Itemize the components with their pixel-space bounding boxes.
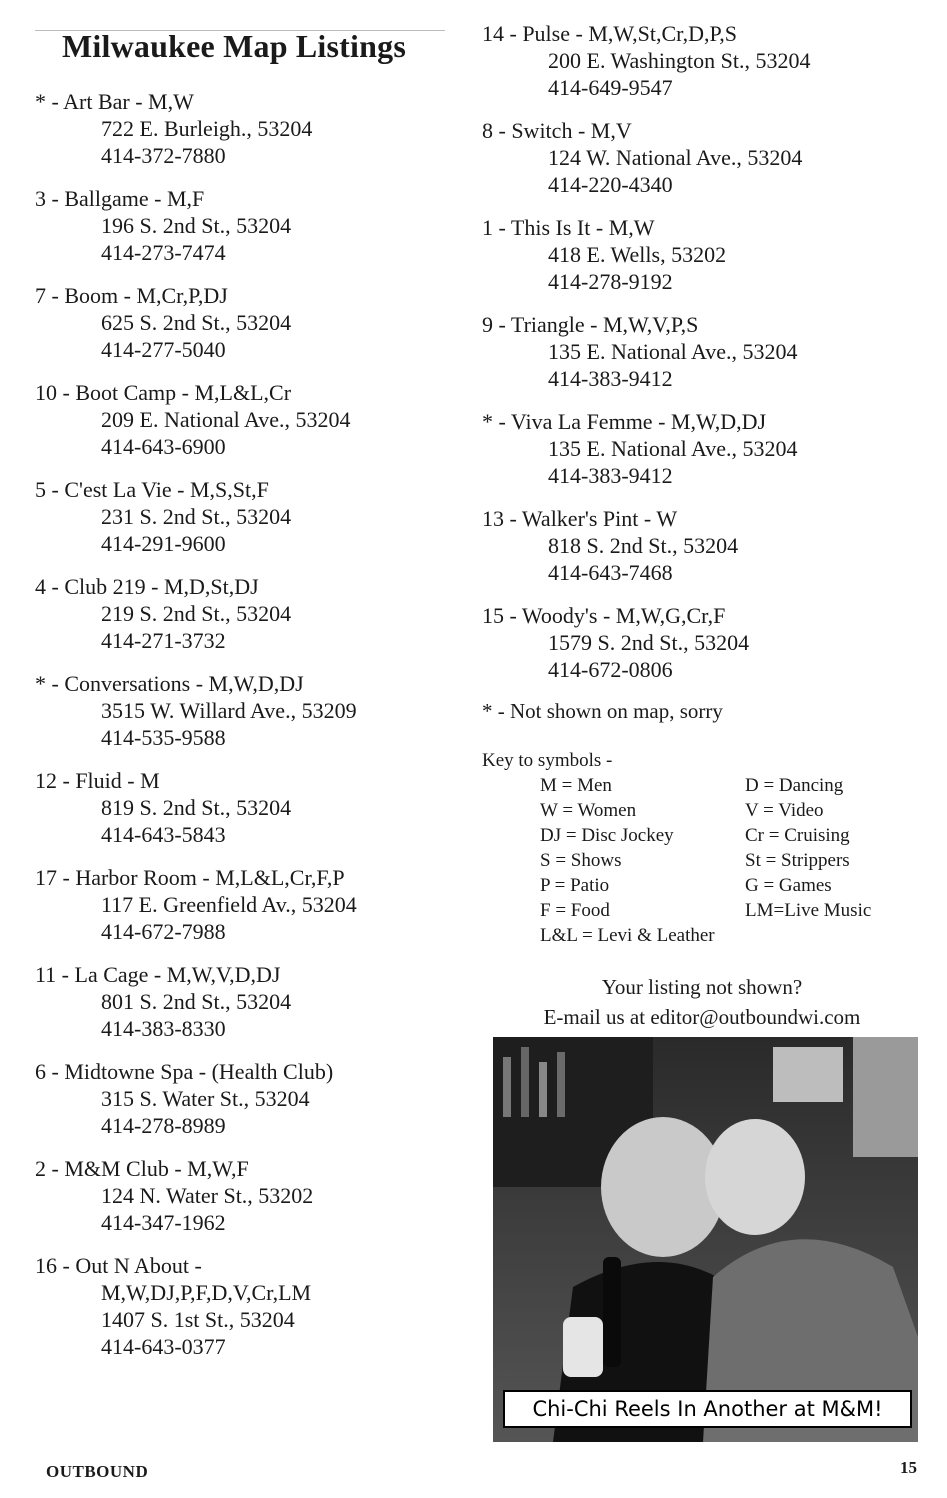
listing-art-bar — [35, 88, 455, 169]
listing-mm-club — [35, 1155, 455, 1236]
listing-boot-camp — [35, 379, 455, 460]
listing-head: 1 - This Is It - M,W — [482, 215, 655, 240]
footer-page-number: 15 — [900, 1458, 917, 1477]
page-title: Milwaukee Map Listings — [62, 28, 406, 64]
listing-phone: 414-277-5040 — [101, 337, 226, 362]
listing-address: 315 S. Water St., 53204 — [101, 1086, 310, 1111]
listing-head: * - Viva La Femme - M,W,D,DJ — [482, 409, 767, 434]
listing-head: 2 - M&M Club - M,W,F — [35, 1156, 249, 1181]
listing-head: 7 - Boom - M,Cr,P,DJ — [35, 283, 228, 308]
listing-address: 418 E. Wells, 53202 — [548, 242, 727, 267]
listing-address: 1579 S. 2nd St., 53204 — [548, 630, 750, 655]
listing-address: 818 S. 2nd St., 53204 — [548, 533, 739, 558]
listing-this-is-it — [482, 214, 922, 295]
listing-head: 5 - C'est La Vie - M,S,St,F — [35, 477, 269, 502]
right-column — [482, 20, 922, 1032]
cta-email[interactable]: E-mail us at editor@outboundwi.com — [543, 1005, 861, 1029]
listing-phone: 414-220-4340 — [548, 172, 673, 197]
listing-head: * - Conversations - M,W,D,DJ — [35, 671, 304, 696]
key-item: P = Patio — [540, 875, 610, 896]
listing-phone: 414-273-7474 — [101, 240, 226, 265]
listing-la-cage — [35, 961, 455, 1042]
listing-phone: 414-643-6900 — [101, 434, 226, 459]
listing-address: 117 E. Greenfield Av., 53204 — [101, 892, 357, 917]
listing-head: 6 - Midtowne Spa - (Health Club) — [35, 1059, 334, 1084]
listing-phone: 414-372-7880 — [101, 143, 226, 168]
key-item: S = Shows — [540, 850, 622, 871]
listing-phone: 414-271-3732 — [101, 628, 226, 653]
listing-address: 625 S. 2nd St., 53204 — [101, 310, 292, 335]
listing-head: 9 - Triangle - M,W,V,P,S — [482, 312, 699, 337]
listing-head: 14 - Pulse - M,W,St,Cr,D,P,S — [482, 21, 738, 46]
footer-publication: OUTBOUND — [46, 1462, 149, 1481]
listing-address: 200 E. Washington St., 53204 — [548, 48, 811, 73]
photo-caption: Chi-Chi Reels In Another at M&M! — [503, 1390, 912, 1428]
listing-head: 12 - Fluid - M — [35, 768, 160, 793]
listing-cest-la-vie — [35, 476, 455, 557]
key-item: W = Women — [540, 800, 637, 821]
listing-out-n-about — [35, 1252, 455, 1360]
key-heading: Key to symbols - — [482, 750, 613, 771]
listing-head: 4 - Club 219 - M,D,St,DJ — [35, 574, 259, 599]
left-column — [35, 88, 455, 1376]
listing-walkers-pint — [482, 505, 922, 586]
listing-phone: 414-672-7988 — [101, 919, 226, 944]
listing-switch — [482, 117, 922, 198]
key-item: Cr = Cruising — [745, 825, 850, 846]
key-item: St = Strippers — [745, 850, 850, 871]
photo-illustration — [493, 1037, 918, 1442]
listing-phone: 414-278-8989 — [101, 1113, 226, 1138]
listing-head: 3 - Ballgame - M,F — [35, 186, 205, 211]
listing-club-219 — [35, 573, 455, 654]
cta-question: Your listing not shown? — [601, 975, 803, 999]
symbol-key — [482, 748, 922, 948]
listing-head: 17 - Harbor Room - M,L&L,Cr,F,P — [35, 865, 345, 890]
listing-phone: 414-347-1962 — [101, 1210, 226, 1235]
listing-phone: 414-643-7468 — [548, 560, 673, 585]
listing-midtowne-spa — [35, 1058, 455, 1139]
listing-pulse — [482, 20, 922, 101]
listing-triangle — [482, 311, 922, 392]
listing-fluid — [35, 767, 455, 848]
listing-harbor-room — [35, 864, 455, 945]
listing-address: 1407 S. 1st St., 53204 — [101, 1307, 295, 1332]
listing-address: 124 N. Water St., 53202 — [101, 1183, 314, 1208]
listing-phone: 414-383-8330 — [101, 1016, 226, 1041]
listing-tags: M,W,DJ,P,F,D,V,Cr,LM — [101, 1280, 312, 1305]
listing-address: 196 S. 2nd St., 53204 — [101, 213, 292, 238]
listing-head: 13 - Walker's Pint - W — [482, 506, 678, 531]
listing-head: 8 - Switch - M,V — [482, 118, 632, 143]
key-item: L&L = Levi & Leather — [540, 925, 715, 946]
listing-head: * - Art Bar - M,W — [35, 89, 194, 114]
listing-address: 135 E. National Ave., 53204 — [548, 339, 798, 364]
key-item: D = Dancing — [745, 775, 844, 796]
listing-address: 219 S. 2nd St., 53204 — [101, 601, 292, 626]
listing-conversations — [35, 670, 455, 751]
listing-head: 11 - La Cage - M,W,V,D,DJ — [35, 962, 281, 987]
key-item: V = Video — [745, 800, 824, 821]
key-item: G = Games — [745, 875, 832, 896]
key-grid — [482, 773, 922, 948]
listing-phone: 414-291-9600 — [101, 531, 226, 556]
listing-ballgame — [35, 185, 455, 266]
listing-phone: 414-649-9547 — [548, 75, 673, 100]
listing-phone: 414-278-9192 — [548, 269, 673, 294]
listing-phone: 414-383-9412 — [548, 463, 673, 488]
listing-head: 15 - Woody's - M,W,G,Cr,F — [482, 603, 726, 628]
listing-viva-la-femme — [482, 408, 922, 489]
listing-address: 231 S. 2nd St., 53204 — [101, 504, 292, 529]
key-item: LM=Live Music — [745, 900, 872, 921]
listing-address: 722 E. Burleigh., 53204 — [101, 116, 313, 141]
listing-phone: 414-643-0377 — [101, 1334, 226, 1359]
listing-phone: 414-383-9412 — [548, 366, 673, 391]
key-item: F = Food — [540, 900, 610, 921]
listing-head: 10 - Boot Camp - M,L&L,Cr — [35, 380, 292, 405]
key-item: DJ = Disc Jockey — [540, 825, 674, 846]
listing-cta — [482, 972, 922, 1032]
listing-phone: 414-643-5843 — [101, 822, 226, 847]
listing-woodys — [482, 602, 922, 683]
listing-address: 3515 W. Willard Ave., 53209 — [101, 698, 357, 723]
not-shown-note: * - Not shown on map, sorry — [482, 699, 723, 723]
listing-address: 819 S. 2nd St., 53204 — [101, 795, 292, 820]
key-item: M = Men — [540, 775, 612, 796]
listing-address: 209 E. National Ave., 53204 — [101, 407, 351, 432]
listing-head: 16 - Out N About - — [35, 1253, 202, 1278]
listing-phone: 414-672-0806 — [548, 657, 673, 682]
listing-boom — [35, 282, 455, 363]
listing-phone: 414-535-9588 — [101, 725, 226, 750]
listing-address: 135 E. National Ave., 53204 — [548, 436, 798, 461]
listing-address: 801 S. 2nd St., 53204 — [101, 989, 292, 1014]
listing-address: 124 W. National Ave., 53204 — [548, 145, 803, 170]
bar-photo — [493, 1037, 918, 1442]
